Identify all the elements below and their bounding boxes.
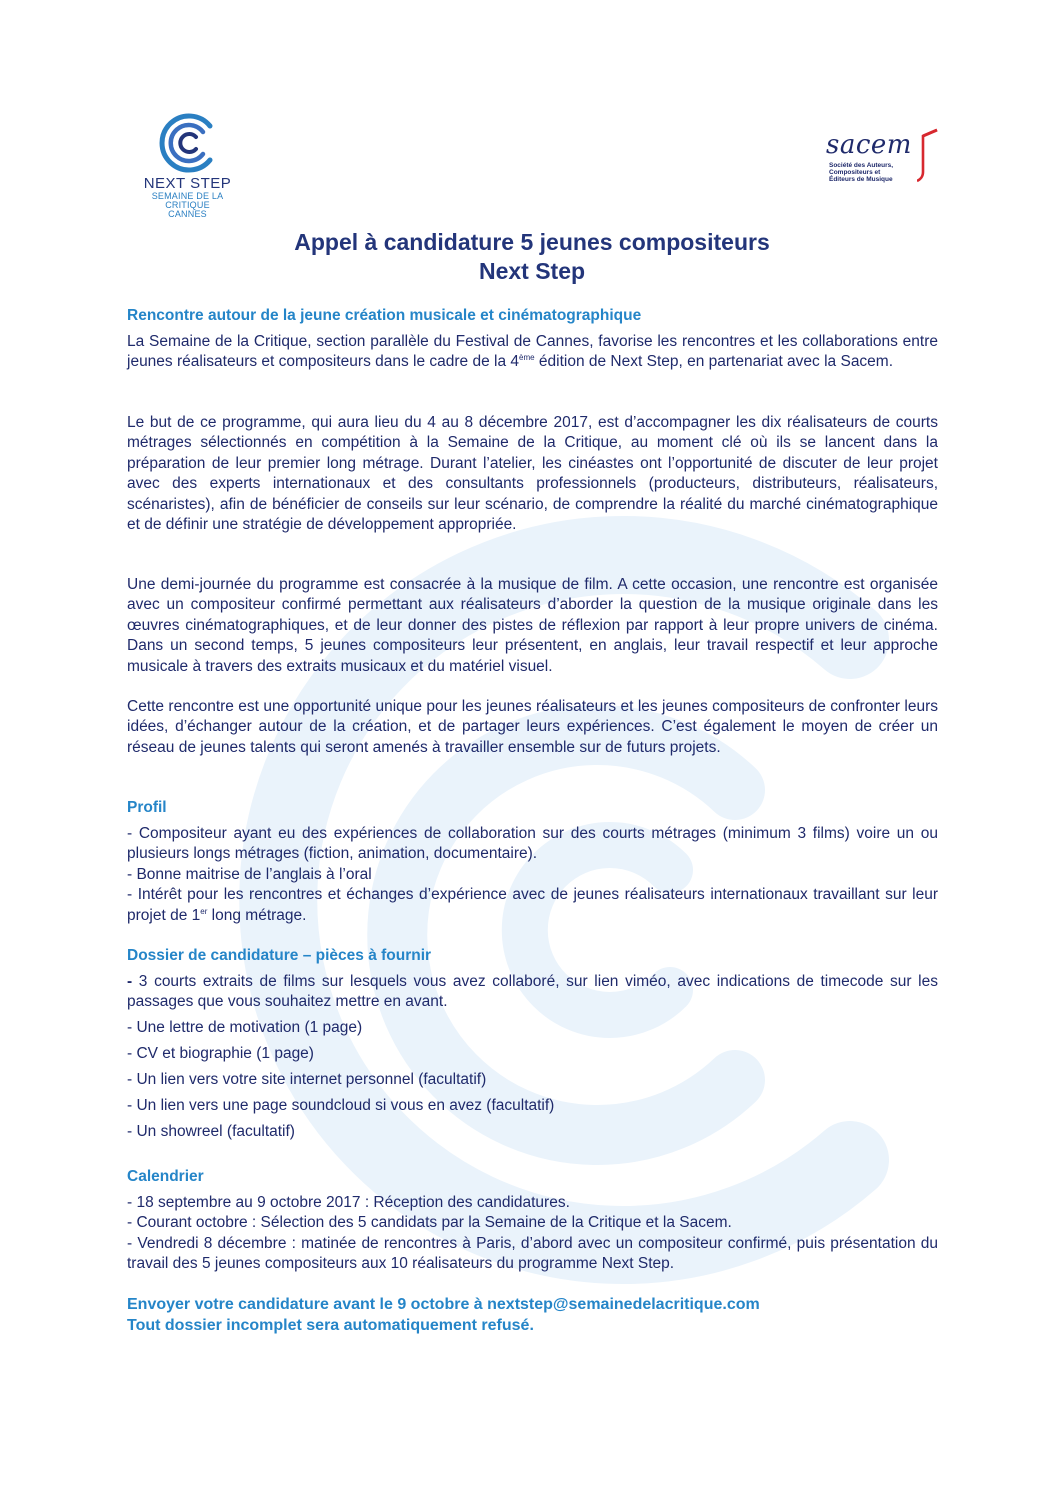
intro-heading-block [127, 306, 938, 326]
calendrier-heading: Calendrier [127, 1168, 204, 1185]
dossier-item-3-block [127, 1044, 938, 1064]
dossier-item-6-block [127, 1122, 938, 1142]
next-step-label: NEXT STEP [143, 175, 232, 192]
footer-block [127, 1295, 938, 1336]
intro-paragraph-3-block [127, 575, 938, 677]
dossier-item-6: - Un showreel (facultatif) [127, 1123, 295, 1140]
dossier-item-2: - Une lettre de motivation (1 page) [127, 1019, 363, 1036]
dossier-heading: Dossier de candidature – pièces à fournir [127, 947, 432, 964]
next-step-logo [130, 112, 245, 219]
page-title: Appel à candidature 5 jeunes compositeurs [294, 229, 770, 255]
semaine-critique-c-logo-icon [158, 112, 218, 174]
dossier-item-1-text: 3 courts extraits de films sur lesquels vous avez collaboré, sur lien viméo, avec indications de timecode sur les passages que vous souhaitez mettre en avant. [127, 973, 938, 1011]
dossier-item-4-block [127, 1070, 938, 1090]
calendrier-item-3: - Vendredi 8 décembre : matinée de rencontres à Paris, d’abord avec un compositeur confirmé, puis présentation du travail des 5 jeunes compositeurs aux 10 réalisateurs du programme Next Step. [127, 1234, 938, 1273]
profil-item-3-sup: er [200, 906, 208, 916]
profil-item-1: - Compositeur ayant eu des expériences de collaboration sur des courts métrages (minimum 3 films) voire un ou plusieurs longs métrages (fiction, animation, documentaire). [127, 825, 938, 863]
sacem-tagline-1: Société des Auteurs, [829, 162, 894, 169]
dossier-item-5: - Un lien vers une page soundcloud si vous en avez (facultatif) [127, 1097, 555, 1114]
sacem-tagline-3: Éditeurs de Musique [829, 176, 893, 183]
footer-deadline: Envoyer votre candidature avant le 9 octobre à nextstep@semainedelacritique.com [127, 1296, 760, 1313]
calendrier-list [127, 1193, 938, 1275]
footer-warning: Tout dossier incomplet sera automatiquement refusé. [127, 1316, 534, 1334]
calendrier-item-2: - Courant octobre : Sélection des 5 candidats par la Semaine de la Critique et la Sacem. [127, 1214, 732, 1232]
intro-paragraph-2: Le but de ce programme, qui aura lieu du 4 au 8 décembre 2017, est d’accompagner les dix réalisateurs de courts métrages sélectionnés en compétition à la Semaine de la Critique, au moment clé où ils se lancent dans la préparation de leur premier long métrage. Durant l’atelier, les cinéastes ont l’opportunité de discuter de leur projet avec des experts internationaux et des consultants professionnels (producteurs, distributeurs, réalisateurs, scénaristes), afin de bénéficier de conseils sur leur scénario, de comprendre la réalité du marché cinématographique et de définir une stratégie de développement appropriée. [127, 414, 938, 534]
sacem-wordmark: sacem [826, 130, 912, 160]
dossier-item-5-block [127, 1096, 938, 1116]
page-subtitle: Next Step [478, 258, 586, 284]
cannes-label: CANNES [168, 209, 207, 219]
semaine-critique-label: SEMAINE DE LA CRITIQUE [151, 191, 224, 210]
intro-paragraph-4: Cette rencontre est une opportunité unique pour les jeunes réalisateurs et les jeunes compositeurs de confronter leurs idées, d’échanger autour de la création, et de partager leurs expériences. C’est également le moyen de créer un réseau de jeunes talents qui seront amenés à travailler ensemble sur de futurs projets. [127, 698, 938, 756]
dossier-item-3: - CV et biographie (1 page) [127, 1045, 314, 1062]
profil-heading: Profil [127, 799, 167, 816]
profil-heading-block [127, 798, 938, 818]
profil-item-3 [127, 885, 938, 926]
intro-paragraph-2-block [127, 413, 938, 535]
sacem-tagline-2: Compositeurs et [829, 169, 881, 176]
calendrier-heading-block [127, 1167, 938, 1187]
intro-p1-sup: ème [519, 353, 535, 363]
dossier-item-1-dash: - [127, 973, 133, 990]
intro-paragraph-4-block [127, 697, 938, 758]
profil-item-2: - Bonne maitrise de l’anglais à l’oral [127, 865, 372, 883]
dossier-item-4: - Un lien vers votre site internet personnel (facultatif) [127, 1071, 487, 1088]
dossier-item-1-block [127, 972, 938, 1013]
profil-item-3-text-b: long métrage. [207, 906, 307, 924]
sacem-note-icon [917, 128, 943, 188]
sacem-logo [826, 126, 966, 196]
dossier-item-2-block [127, 1018, 938, 1038]
sacem-tagline [829, 162, 893, 183]
intro-p1-text-a: La Semaine de la Critique, section parallèle du Festival de Cannes, favorise les rencontres et les collaborations entre jeunes réalisateurs et compositeurs dans le cadre de la 4 [127, 333, 938, 371]
profil-item-3-text-a: - Intérêt pour les rencontres et échanges d’expérience avec de jeunes réalisateurs internationaux travaillant sur leur projet de 1 [127, 886, 938, 924]
intro-p1-text-b: édition de Next Step, en partenariat avec la Sacem. [534, 353, 894, 371]
calendrier-item-1: - 18 septembre au 9 octobre 2017 : Réception des candidatures. [127, 1194, 570, 1211]
dossier-heading-block [127, 946, 938, 966]
intro-heading: Rencontre autour de la jeune création musicale et cinématographique [127, 307, 642, 324]
intro-paragraph-1-block [127, 332, 938, 373]
profil-list [127, 824, 938, 926]
intro-paragraph-1 [127, 332, 938, 373]
intro-paragraph-3: Une demi-journée du programme est consacrée à la musique de film. A cette occasion, une rencontre est organisée avec un compositeur confirmé permettant aux réalisateurs d’aborder la question de la musique originale dans les œuvres cinématographiques, et de leur donner des pistes de réflexion par rapport à leur propre univers de cinéma. Dans un second temps, 5 jeunes compositeurs leur présentent, en anglais, leur travail respectif et leur approche musicale à travers des extraits musicaux et du matériel visuel. [127, 576, 938, 675]
dossier-item-1 [127, 972, 938, 1013]
